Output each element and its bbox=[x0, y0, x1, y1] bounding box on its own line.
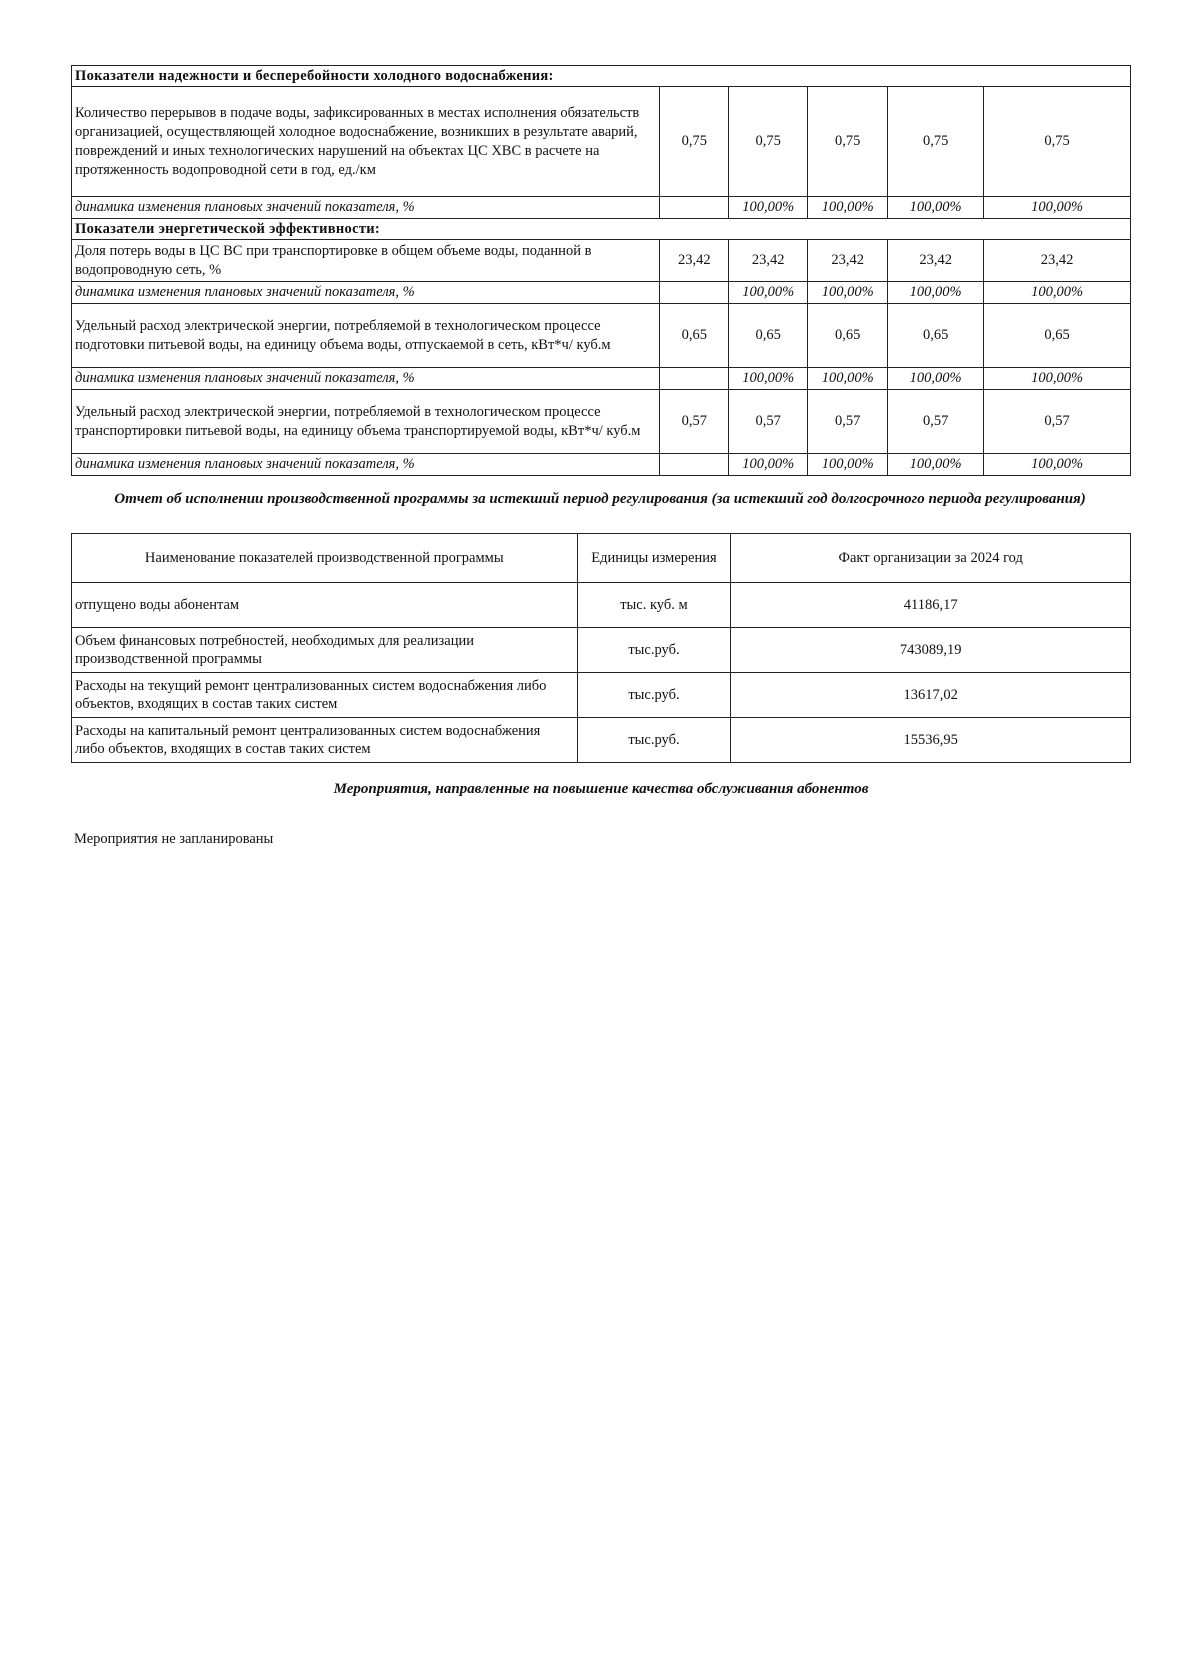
indicator-value: 23,42 bbox=[808, 240, 888, 282]
energy-section-title: Показатели энергетической эффективности: bbox=[72, 219, 1131, 240]
table-row bbox=[72, 282, 1131, 304]
dynamics-value: 100,00% bbox=[888, 282, 984, 304]
table-row bbox=[72, 197, 1131, 219]
indicator-value: 0,57 bbox=[808, 390, 888, 454]
dynamics-label: динамика изменения плановых значений показателя, % bbox=[72, 368, 660, 390]
dynamics-label: динамика изменения плановых значений показателя, % bbox=[72, 197, 660, 219]
row-fact: 15536,95 bbox=[731, 718, 1131, 763]
dynamics-value bbox=[660, 454, 729, 476]
table-row bbox=[72, 304, 1131, 368]
indicator-label: Количество перерывов в подаче воды, зафиксированных в местах исполнения обязательств организацией, осуществляющей холодное водоснабжение, возникших в результате аварий, повреждений и иных технологических нарушений на объектах ЦС ХВС в расчете на протяженность водопроводной сети в год, ед./км bbox=[72, 87, 660, 197]
row-name: отпущено воды абонентам bbox=[72, 583, 578, 628]
row-unit: тыс.руб. bbox=[577, 673, 731, 718]
table-row bbox=[72, 87, 1131, 197]
dynamics-value: 100,00% bbox=[729, 454, 808, 476]
indicator-value: 0,75 bbox=[729, 87, 808, 197]
table-row bbox=[72, 673, 1131, 718]
report-title: Отчет об исполнении производственной программы за истекший период регулирования (за истекший год долгосрочного периода регулирования) bbox=[114, 491, 1086, 507]
dynamics-value: 100,00% bbox=[888, 368, 984, 390]
indicator-value: 0,65 bbox=[984, 304, 1131, 368]
indicator-value: 23,42 bbox=[984, 240, 1131, 282]
row-fact: 13617,02 bbox=[731, 673, 1131, 718]
dynamics-value bbox=[660, 368, 729, 390]
reliability-section-title: Показатели надежности и бесперебойности холодного водоснабжения: bbox=[72, 66, 1131, 87]
dynamics-value: 100,00% bbox=[729, 282, 808, 304]
dynamics-value: 100,00% bbox=[729, 368, 808, 390]
dynamics-value: 100,00% bbox=[729, 197, 808, 219]
indicators-table bbox=[71, 65, 1131, 476]
dynamics-value: 100,00% bbox=[984, 454, 1131, 476]
row-unit: тыс.руб. bbox=[577, 718, 731, 763]
dynamics-value bbox=[660, 282, 729, 304]
row-name: Расходы на текущий ремонт централизованных систем водоснабжения либо объектов, входящих в состав таких систем bbox=[72, 673, 578, 718]
row-unit: тыс. куб. м bbox=[577, 583, 731, 628]
indicator-value: 23,42 bbox=[888, 240, 984, 282]
indicator-label: Удельный расход электрической энергии, потребляемой в технологическом процессе транспортировки питьевой воды, на единицу объема транспортируемой воды, кВт*ч/ куб.м bbox=[72, 390, 660, 454]
report-table bbox=[71, 533, 1131, 763]
dynamics-value: 100,00% bbox=[808, 282, 888, 304]
table-row bbox=[72, 240, 1131, 282]
indicator-value: 0,75 bbox=[984, 87, 1131, 197]
indicator-value: 0,57 bbox=[729, 390, 808, 454]
indicator-value: 23,42 bbox=[729, 240, 808, 282]
indicator-value: 0,57 bbox=[660, 390, 729, 454]
measures-title: Мероприятия, направленные на повышение качества обслуживания абонентов bbox=[333, 781, 869, 797]
table-header-row bbox=[72, 534, 1131, 583]
dynamics-value: 100,00% bbox=[808, 454, 888, 476]
table-row bbox=[72, 390, 1131, 454]
dynamics-value: 100,00% bbox=[888, 197, 984, 219]
dynamics-value: 100,00% bbox=[984, 197, 1131, 219]
dynamics-value: 100,00% bbox=[984, 282, 1131, 304]
indicator-label: Доля потерь воды в ЦС ВС при транспортировке в общем объеме воды, поданной в водопроводную сеть, % bbox=[72, 240, 660, 282]
dynamics-value: 100,00% bbox=[808, 368, 888, 390]
indicator-value: 0,75 bbox=[660, 87, 729, 197]
indicator-value: 0,57 bbox=[888, 390, 984, 454]
row-unit: тыс.руб. bbox=[577, 628, 731, 673]
indicator-value: 0,65 bbox=[888, 304, 984, 368]
measures-text: Мероприятия не запланированы bbox=[74, 831, 274, 847]
table-row bbox=[72, 368, 1131, 390]
dynamics-value bbox=[660, 197, 729, 219]
table-row bbox=[72, 583, 1131, 628]
indicator-value: 0,75 bbox=[808, 87, 888, 197]
indicator-value: 0,65 bbox=[729, 304, 808, 368]
table-row bbox=[72, 628, 1131, 673]
row-name: Расходы на капитальный ремонт централизованных систем водоснабжения либо объектов, входящих в состав таких систем bbox=[72, 718, 578, 763]
indicator-value: 23,42 bbox=[660, 240, 729, 282]
indicator-label: Удельный расход электрической энергии, потребляемой в технологическом процессе подготовки питьевой воды, на единицу объема воды, отпускаемой в сеть, кВт*ч/ куб.м bbox=[72, 304, 660, 368]
indicator-value: 0,57 bbox=[984, 390, 1131, 454]
dynamics-label: динамика изменения плановых значений показателя, % bbox=[72, 454, 660, 476]
dynamics-label: динамика изменения плановых значений показателя, % bbox=[72, 282, 660, 304]
row-fact: 743089,19 bbox=[731, 628, 1131, 673]
dynamics-value: 100,00% bbox=[888, 454, 984, 476]
dynamics-value: 100,00% bbox=[808, 197, 888, 219]
dynamics-value: 100,00% bbox=[984, 368, 1131, 390]
indicator-value: 0,75 bbox=[888, 87, 984, 197]
header-fact: Факт организации за 2024 год bbox=[731, 534, 1131, 583]
table-row bbox=[72, 454, 1131, 476]
row-fact: 41186,17 bbox=[731, 583, 1131, 628]
indicator-value: 0,65 bbox=[660, 304, 729, 368]
row-name: Объем финансовых потребностей, необходимых для реализации производственной программы bbox=[72, 628, 578, 673]
indicator-value: 0,65 bbox=[808, 304, 888, 368]
header-unit: Единицы измерения bbox=[577, 534, 731, 583]
table-row bbox=[72, 718, 1131, 763]
header-name: Наименование показателей производственной программы bbox=[72, 534, 578, 583]
